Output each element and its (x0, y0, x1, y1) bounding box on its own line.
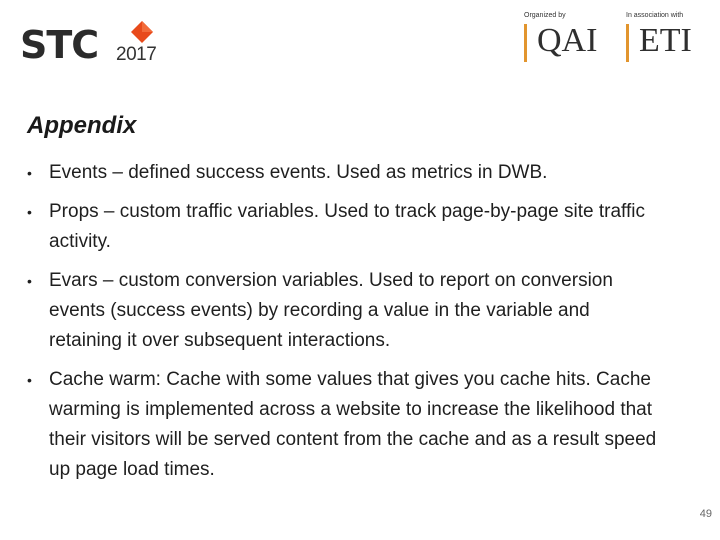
eti-divider (626, 24, 629, 62)
eti-logo: ETI (639, 22, 692, 59)
stc-logo-text: STC (20, 23, 99, 67)
stc-logo-year: 2017 (116, 44, 157, 65)
page-number: 49 (699, 508, 712, 520)
bullet-text: Cache warm: Cache with some values that gives you cache hits. Cache warming is implemented across a website to increase the likelihood that their visitors will be served content from the cache and as a result speed up page load times. (49, 369, 657, 480)
stc-2017-logo (20, 20, 180, 70)
bullet-text: Evars – custom conversion variables. Used to report on conversion events (success events) by recording a value in the variable and retaining it over subsequent interactions. (49, 270, 613, 351)
bullet-item-events (27, 158, 667, 188)
partner-logos (522, 10, 712, 70)
bullet-item-cache-warm (27, 365, 667, 485)
bullet-dot: • (27, 273, 32, 289)
qai-divider (524, 24, 527, 62)
bullet-text: Events – defined success events. Used as metrics in DWB. (49, 162, 548, 183)
qai-logo: QAI (537, 22, 598, 59)
organized-by-caption: Organized by (524, 12, 566, 19)
slide-title: Appendix (27, 112, 137, 139)
bullet-list (27, 158, 667, 494)
bullet-dot: • (27, 165, 32, 181)
bullet-dot: • (27, 372, 32, 388)
bullet-item-evars (27, 266, 667, 356)
bullet-text: Props – custom traffic variables. Used to track page-by-page site traffic activity. (49, 201, 645, 252)
bullet-dot: • (27, 204, 32, 220)
bullet-item-props (27, 197, 667, 257)
diamond-icon (130, 20, 154, 44)
association-caption: In association with (626, 12, 684, 19)
